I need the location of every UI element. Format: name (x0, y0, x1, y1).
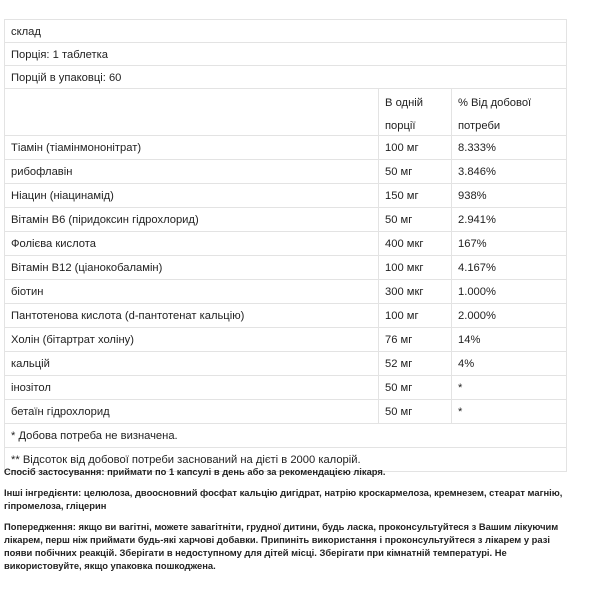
nutrient-name: Фолієва кислота (11, 238, 96, 250)
nutrient-amount: 50 мг (378, 160, 451, 183)
nutrient-name: біотин (11, 286, 44, 298)
nutrient-daily-value: 2.000% (451, 304, 566, 327)
nutrient-name: Тіамін (тіамінмононітрат) (11, 142, 142, 154)
nutrient-name: бетаїн гідрохлорид (11, 406, 110, 418)
nutrient-amount: 400 мкг (378, 232, 451, 255)
table-row (5, 255, 566, 279)
other-ingredients-text: Інші інгредієнти: целюлоза, двоосновний фосфат кальцію дигідрат, натрію кроскармелоза, кремнезем, стеарат магнію, гіпромелоза, гліцерин (4, 487, 563, 511)
nutrient-amount: 50 мг (378, 400, 451, 423)
nutrient-name: рибофлавін (11, 166, 73, 178)
header-amount: В одній порції (378, 89, 451, 135)
table-row (5, 207, 566, 231)
nutrient-name: Пантотенова кислота (d-пантотенат кальцію) (11, 310, 245, 322)
serving-size: Порція: 1 таблетка (11, 49, 108, 61)
table-row (5, 375, 566, 399)
table-row (5, 399, 566, 423)
nutrient-daily-value: * (451, 376, 566, 399)
table-title-row (5, 19, 566, 42)
usage-text: Спосіб застосування: приймати по 1 капсулі в день або за рекомендацією лікаря. (4, 466, 386, 477)
nutrient-name: Холін (бітартрат холіну) (11, 334, 134, 346)
supplement-facts-table (4, 19, 567, 472)
servings-per-pack: Порцій в упаковці: 60 (11, 72, 122, 84)
column-header-row (5, 88, 566, 135)
nutrient-amount: 100 мкг (378, 256, 451, 279)
nutrient-daily-value: * (451, 400, 566, 423)
nutrient-amount: 52 мг (378, 352, 451, 375)
nutrient-daily-value: 3.846% (451, 160, 566, 183)
table-row (5, 231, 566, 255)
servings-per-pack-row (5, 65, 566, 88)
nutrient-amount: 100 мг (378, 136, 451, 159)
nutrient-daily-value: 4.167% (451, 256, 566, 279)
nutrient-daily-value: 2.941% (451, 208, 566, 231)
table-row (5, 135, 566, 159)
warning-text: Попередження: якщо ви вагітні, можете завагітніти, грудної дитини, будь ласка, проконсультуйтеся з Вашим лікуючим лікарем, перш ніж приймати будь-які харчові добавки. Припиніть використання і проконсультуйтеся з лікарем у разі появи побічних реакцій. Зберігати в недоступному для дітей місці. Зберігати при кімнатній температурі. Не використовуйте, якщо упаковка пошкоджена. (4, 521, 559, 571)
nutrient-amount: 300 мкг (378, 280, 451, 303)
table-row (5, 183, 566, 207)
table-row (5, 159, 566, 183)
nutrient-daily-value: 14% (451, 328, 566, 351)
nutrient-name: Вітамін В12 (ціанокобаламін) (11, 262, 163, 274)
product-notes (4, 465, 574, 580)
nutrient-amount: 100 мг (378, 304, 451, 327)
footnote-2: ** Відсоток від добової потреби заснований на дієті в 2000 калорій. (11, 454, 361, 466)
nutrient-daily-value: 938% (451, 184, 566, 207)
table-row (5, 351, 566, 375)
footnote-row (5, 423, 566, 447)
table-row (5, 327, 566, 351)
header-daily-value: % Від добової потреби (451, 89, 566, 135)
nutrient-name: Ніацин (ніацинамід) (11, 190, 114, 202)
footnote-1: * Добова потреба не визначена. (11, 430, 178, 442)
nutrient-amount: 50 мг (378, 376, 451, 399)
nutrient-name: інозітол (11, 382, 51, 394)
nutrient-amount: 150 мг (378, 184, 451, 207)
table-row (5, 303, 566, 327)
nutrient-name: кальцій (11, 358, 50, 370)
nutrient-amount: 76 мг (378, 328, 451, 351)
nutrient-daily-value: 4% (451, 352, 566, 375)
nutrient-daily-value: 167% (451, 232, 566, 255)
nutrient-daily-value: 1.000% (451, 280, 566, 303)
nutrient-daily-value: 8.333% (451, 136, 566, 159)
table-row (5, 279, 566, 303)
nutrient-amount: 50 мг (378, 208, 451, 231)
serving-row (5, 42, 566, 65)
table-title: склад (11, 26, 41, 38)
nutrient-name: Вітамін В6 (піридоксин гідрохлорид) (11, 214, 199, 226)
